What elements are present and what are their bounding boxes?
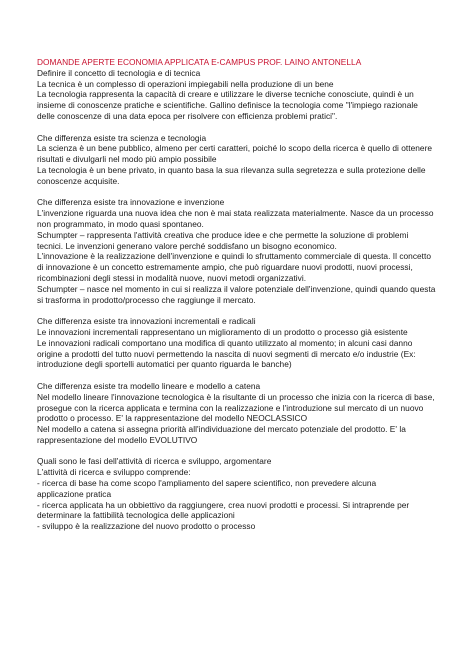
text-line: introduzione degli sportelli automatici per quanto riguarda le banche) (37, 359, 292, 370)
paragraph-spacer (37, 187, 424, 198)
section-heading: Che differenza esiste tra modello lineare e modello a catena (37, 380, 261, 391)
document-body (37, 67, 436, 532)
text-line: di innovazione è un concetto estremamente ampio, che può riguardare nuovi prodotti, nuovi processi, (37, 262, 413, 273)
section-block (37, 316, 424, 370)
text-line: - ricerca applicata ha un obbiettivo da raggiungere, crea nuovi prodotti e processi. Si intraprende per (37, 499, 410, 510)
text-line: applicazione pratica (37, 488, 112, 499)
paragraph-spacer (37, 305, 424, 316)
text-line: tecnici. Le invenzioni generano valore perché soddisfano un bisogno economico. (37, 240, 337, 251)
document-title: DOMANDE APERTE ECONOMIA APPLICATA E-CAMPUS PROF. LAINO ANTONELLA (37, 57, 362, 67)
text-line: risultati e divulgarli nel modo più ampio possibile (37, 154, 217, 165)
text-line: Nel modello lineare l'innovazione tecnologica è la risultante di un processo che inizia con la ricerca di base, (37, 391, 435, 402)
text-line: Nel modello a catena si assegna priorità all'individuazione del mercato potenziale del prodotto. E' la (37, 424, 406, 435)
text-line: La tecnologia rappresenta la capacità di creare e utilizzare le diverse tecniche conosciute, quindi è un (37, 89, 414, 100)
text-line: Schumpter – rappresenta l'attività creativa che produce idee e che permette la soluzione di problemi (37, 229, 409, 240)
section-heading: Che differenza esiste tra scienza e tecnologia (37, 132, 207, 143)
text-line: L'innovazione è la realizzazione dell'invenzione e quindi lo sfruttamento commerciale di questa. Il concetto (37, 251, 432, 262)
section-heading: Che differenza esiste tra innovazione e invenzione (37, 197, 225, 208)
paragraph-spacer (37, 122, 424, 133)
section-block (37, 132, 433, 187)
text-line: rappresentazione del modello EVOLUTIVO (37, 434, 198, 445)
paragraph-spacer (37, 370, 424, 381)
section-block (37, 68, 424, 122)
text-line: La tecnica è un complesso di operazioni impiegabili nella produzione di un bene (37, 78, 334, 89)
text-line: - sviluppo è la realizzazione del nuovo prodotto o processo (37, 521, 256, 532)
text-line: delle conoscenze di una data epoca per risolvere con efficienza problemi pratici". (37, 110, 338, 121)
text-line: ricombinazioni degli stessi in modalità nuove, nuovi metodi organizzativi. (37, 272, 307, 283)
text-line: - ricerca di base ha come scopo l'ampliamento del sapere scientifico, non prevedere alcuna (37, 478, 377, 489)
text-line: origine a prodotti del tutto nuovi permettendo la nascita di nuovi segmenti di mercato e/o industrie (Ex: (37, 348, 416, 359)
text-line: L'attività di ricerca e sviluppo comprende: (37, 467, 191, 478)
text-line: Le innovazioni incrementali rappresentano un miglioramento di un prodotto o processo già esistente (37, 326, 408, 337)
text-line: si trasforma in prodotto/processo che raggiunge il mercato. (37, 294, 256, 305)
section-block (37, 456, 424, 532)
text-line: prodotto o processo. E' la rappresentazione del modello NEOCLASSICO (37, 413, 308, 424)
text-line: L'invenzione riguarda una nuova idea che non è mai stata realizzata materialmente. Nasce da un processo (37, 208, 434, 219)
section-block (37, 197, 436, 305)
text-line: La scienza è un bene pubblico, almeno per certi caratteri, poiché lo scopo della ricerca è quello di ottenere (37, 143, 433, 154)
text-line: conoscenze acquisite. (37, 175, 120, 186)
text-line: prosegue con la ricerca applicata e termina con la realizzazione e l'introduzione sul mercato di un nuovo (37, 402, 424, 413)
text-line: Le innovazioni radicali comportano una modifica di quanto utilizzato al momento; in alcuni casi danno (37, 337, 413, 348)
text-line: insieme di conoscenze pratiche e scientifiche. Gallino definisce la tecnologia come "l'impiego razionale (37, 100, 418, 111)
text-line: Schumpter – nasce nel momento in cui si realizza il valore potenziale dell'invenzione, quindi quando questa (37, 283, 436, 294)
section-heading: Quali sono le fasi dell'attività di ricerca e sviluppo, argomentare (37, 456, 272, 467)
section-heading: Che differenza esiste tra innovazioni incrementali e radicali (37, 316, 256, 327)
text-line: La tecnologia è un bene privato, in quanto basa la sua rilevanza sulla segretezza e sulla protezione delle (37, 164, 426, 175)
paragraph-spacer (37, 446, 424, 457)
text-line: determinare la fattibilità tecnologica delle applicazioni (37, 510, 235, 521)
section-block (37, 380, 435, 446)
text-line: non programmato, in modo quasi spontaneo. (37, 218, 204, 229)
section-heading: Definire il concetto di tecnologia e di tecnica (37, 67, 201, 78)
